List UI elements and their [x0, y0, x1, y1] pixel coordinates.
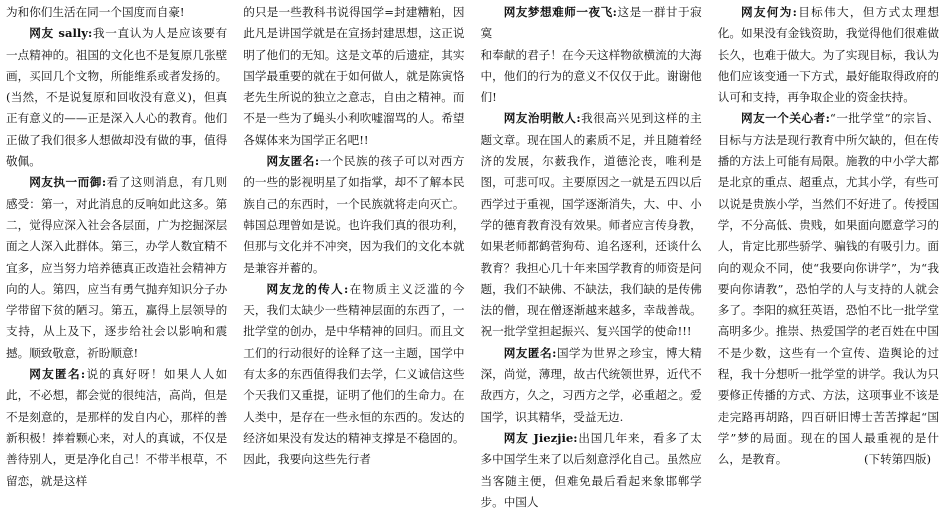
- paragraph: 网友匿名:一个民族的孩子可以对西方的一些的影视明星了如指掌，却不了解本民族自己的东西时，一个民族就将走向灭亡。韩国总理曾如是说。也许我们真的很功利，但那与文化并不冲突，因为我们的文化本就是兼容并蓄的。: [243, 154, 465, 275]
- commenter-name: 网友一个关心者:: [740, 111, 830, 126]
- paragraph: 网友一个关心者:“一批学堂”的宗旨、目标与方法是现行教育中所欠缺的，但在传播的方法上可能有局限。施教的中小学大都是北京的重点、超重点，尤其小学，有些可以说是贵族小学，当然们不好进了。传授国学，不分高低、贵贱，如果面向愿意学习的人，肯定比那些骄学、骗钱的有吸引力。面向的观众不同，使“我要向你讲学”，为“我要向你请教”，恐怕学的人与支持的人就会多了。李阳的疯狂英语，恐怕不比一批学堂高明多少。推崇、热爱国学的老百姓在中国不是少数，这些有一个宣传、造舆论的过程，我十分想听一批学堂的讲学。我认为只要修正传播的方式、方法，这项事业不该是走完路再胡路，四百研旧博士苦苦撑起“国学”梦的局面。现在的国人最重视的是什么，是教育。 (下转第四版): [718, 108, 939, 470]
- continued-on-page-note: (下转第四版): [863, 452, 931, 467]
- paragraph: 网友治明散人:我很高兴见到这样的主题文章。现在国人的素质不足，并且随着经济的发展，尔薮我作，道德沦丧，唯利是图，可悲可叹。主要原因之一就是五四以后西学过于重视，国学逐渐消失，大、中、小学的德育教育没有效果。师者应言传身教，如果老师都鹤菅狗苟、追名逐利，还谈什么教育？我担心几十年来国学教育的师资是问题，我们不缺佛、不缺法，我们缺的是传佛法的僧，现在僧逐渐越来越多，幸哉善哉。祝一批学堂担起振兴、复兴国学的使命!!!: [480, 111, 702, 339]
- paragraph: 网友匿名:说的真好呀！如果人人如此，不必想，都会觉的很纯洁，高尚，但是不是刻意的，是那样的发自内心，那样的善新积极！捧着颗心来，对人的真诚，不仅是善待别人，更是净化自己！不带半根草，不留恋，就是这样: [6, 367, 228, 488]
- text-column-1: [6, 2, 228, 488]
- commenter-name: 网友匿名:: [29, 367, 86, 382]
- commenter-name: 网友治明散人:: [503, 111, 581, 126]
- text-column-2: [243, 2, 465, 467]
- paragraph: 网友梦想难师一夜飞:这是一群甘于寂寞: [480, 5, 702, 41]
- paragraph: 网友执一而御:看了这则消息，有几则感受：第一，对此消息的反响如此这多。第二，觉得应深入社会各层面，广为挖掘深层面之人深入此群体。第三，办学人数宜精不宜多，应当努力培养德真正改造社会精神方向的人。第四，应当有勇气抛弃知识分子办学带留下贫的陋习。第五，赢得上层领导的支持，从上及下，逐步给社会以影响和震撼。顺致敬意，祈盼顺意!: [6, 175, 228, 360]
- text-column-3: [480, 2, 702, 509]
- paragraph: 和奉献的君子！在今天这样物欲横流的大海中，他们的行为的意义不仅仅于此。谢谢他们!: [480, 47, 702, 105]
- paragraph: 为和你们生活在同一个国度而自豪!: [6, 5, 185, 19]
- paragraph: 网友 sally:我一直认为人是应该要有一点精神的。祖国的文化也不是复原几张壁画，买回几个文物，所能维系或者发扬的。(当然，不是说复原和回收没有意义)，但真正有意义的——正是深入人心的教育。他们正做了我们很多人想做却没有做的事，值得敬佩。: [6, 26, 228, 169]
- commenter-name: 网友龙的传人:: [266, 281, 349, 296]
- paragraph: 网友龙的传人:在物质主义泛滥的今天，我们太缺少一些精神层面的东西了，一批学堂的创办，是中华精神的回归。而且文工们的行动很好的诠释了这一主题，国学中有太多的东西值得我们去学，仁义诚信这些个天我们又重提，证明了他们的生命力。在人类中，是存在一些永恒的东西的。发达的经济如果没有发达的精神支撑是不稳固的。因此，我要向这些先行者: [243, 281, 465, 467]
- commenter-name: 网友匿名:: [503, 345, 557, 360]
- commenter-name: 网友 sally:: [29, 26, 93, 41]
- paragraph: 网友 Jiezjie:出国几年来，看多了太多中国学生来了以后刻意浮化自己。虽然应当客随主便，但难免最后看起来象邯郸学步。中国人: [480, 430, 702, 509]
- commenter-name: 网友何为:: [740, 5, 797, 19]
- commenter-name: 网友梦想难师一夜飞:: [503, 5, 617, 19]
- paragraph: 的只是一些教科书说得国学=封建糟粕，因此凡是讲国学就是在宣扬封建思想，这正说明了他们的无知。这是文革的后遗症，其实国学最重要的就在于如何做人，就是陈寅恪老先生所说的独立之意志，自由之精神。而不是一些为了蝇头小利吹嘘溜骂的人。希望各媒体来为国学正名吧!!: [243, 5, 465, 147]
- paragraph: 网友匿名:国学为世界之珍宝，博大精深，尚觉，薄理，故古代统领世界，近代不敌西方，久之，习西方之学，必重超之。爱国学，识其精华，受益无边.: [480, 345, 702, 424]
- commenter-name: 网友 Jiezjie:: [503, 430, 578, 445]
- commenter-name: 网友执一而御:: [29, 175, 107, 190]
- commenter-name: 网友匿名:: [266, 154, 320, 169]
- paragraph: 网友何为:目标伟大，但方式太理想化。如果没有金钱资助，我觉得他们很难做长久，也难于做大。为了实现目标，我认为他们应该变通一下方式，最好能取得政府的认可和支持，再争取企业的资金扶持。: [717, 5, 939, 105]
- text-column-4: [717, 2, 940, 467]
